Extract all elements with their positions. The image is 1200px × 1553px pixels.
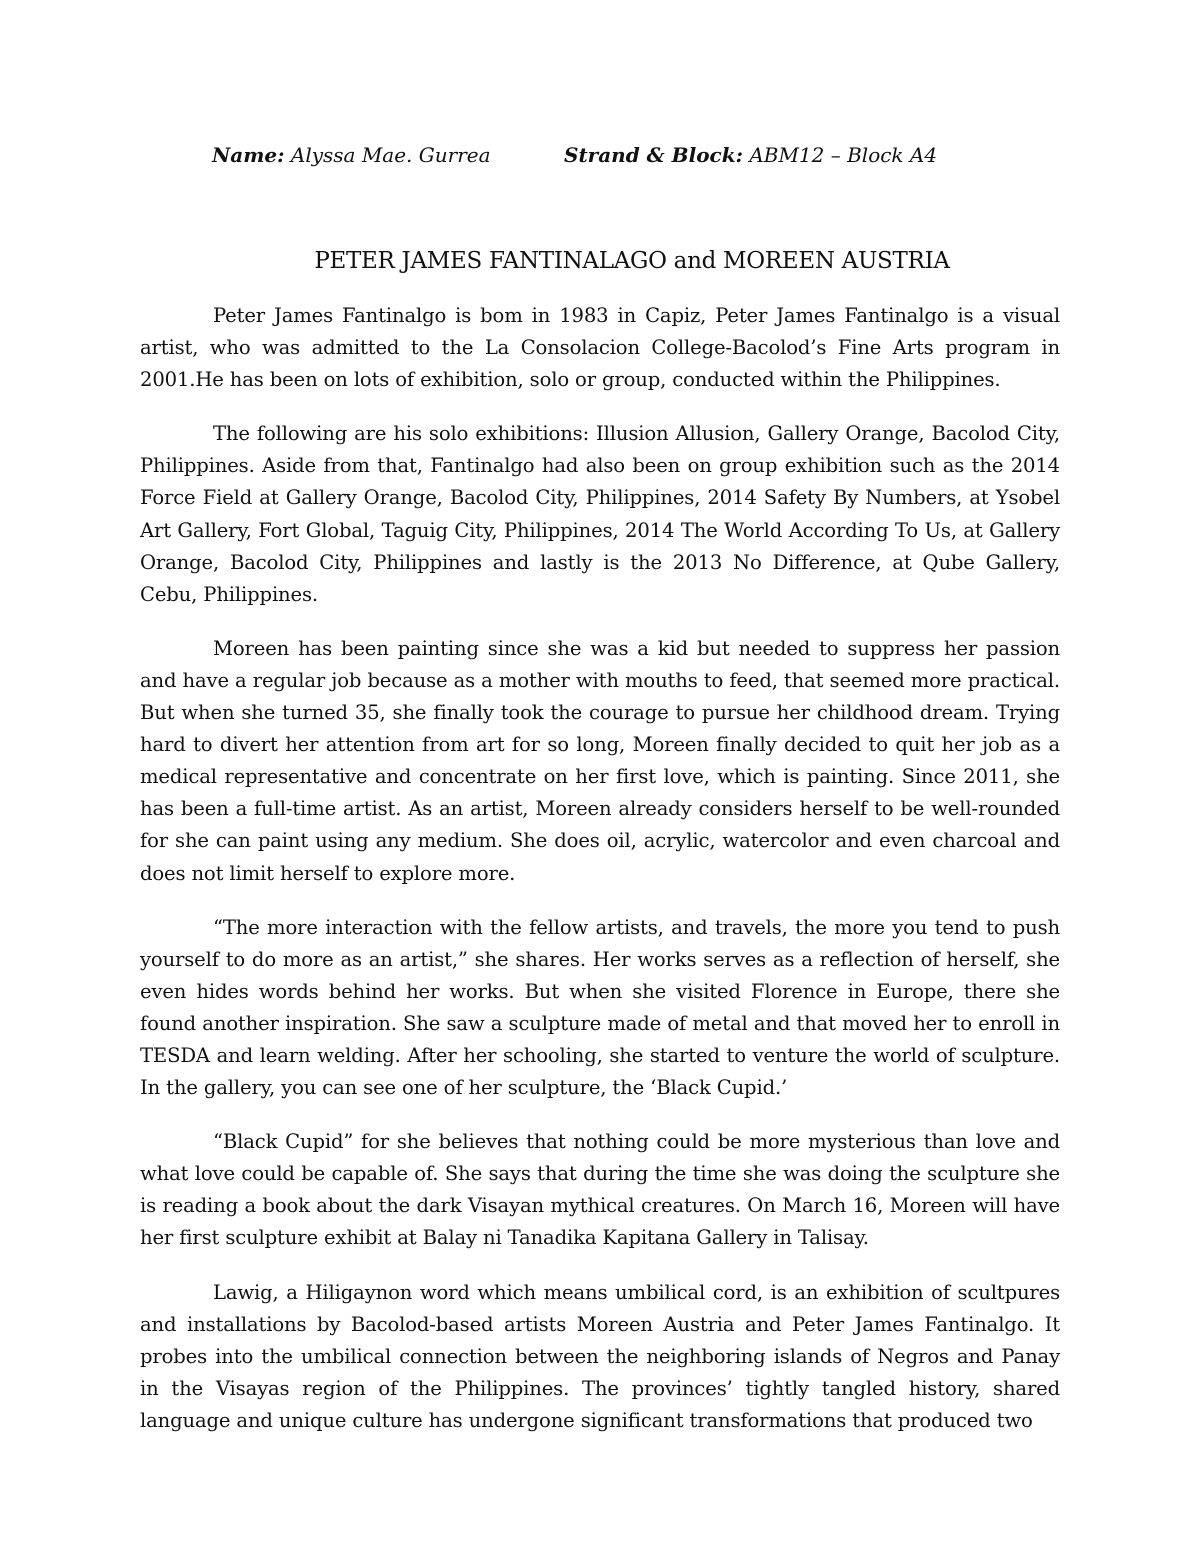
paragraph-black-cupid: “Black Cupid” for she believes that nothing could be more mysterious than love and what love could be capable of. She says that during the time she was doing the sculpture she is reading a book about the dark Visayan mythical creatures. On March 16, Moreen will have her first sculpture exhibit at Balay ni Tanadika Kapitana Gallery in Talisay. [140, 1130, 1060, 1250]
paragraph-moreen-quote: “The more interaction with the fellow artists, and travels, the more you tend to push yourself to do more as an artist,” she shares. Her works serves as a reflection of herself, she even hides words behind her works. But when she visited Florence in Europe, there she found another inspiration. She saw a sculpture made of metal and that moved her to enroll in TESDA and learn welding. After her schooling, she started to venture the world of sculpture. In the gallery, you can see one of her sculpture, the ‘Black Cupid.’ [140, 915, 1060, 1100]
paragraph-moreen-bio: Moreen has been painting since she was a kid but needed to suppress her passion and have a regular job because as a mother with mouths to feed, that seemed more practical. But when she turned 35, she finally took the courage to pursue her childhood dream. Trying hard to divert her attention from art for so long, Moreen finally decided to quit her job as a medical representative and concentrate on her first love, which is painting. Since 2011, she has been a full-time artist. As an artist, Moreen already considers herself to be well-rounded for she can paint using any medium. She does oil, acrylic, watercolor and even charcoal and does not limit herself to explore more. [140, 636, 1060, 885]
strand-block-value: ABM12 – Block A4 [749, 143, 938, 167]
paragraph-fantinalgo-exhibitions: The following are his solo exhibitions: Illusion Allusion, Gallery Orange, Bacolod City, Philippines. Aside from that, Fantinalgo had also been on group exhibition such as the 2014 Force Field at Gallery Orange, Bacolod City, Philippines, 2014 Safety By Numbers, at Ysobel Art Gallery, Fort Global, Taguig City, Philippines, 2014 The World According To Us, at Gallery Orange, Bacolod City, Philippines and lastly is the 2013 No Difference, at Qube Gallery, Cebu, Philippines. [140, 422, 1060, 606]
strand-block-label: Strand & Block: [564, 143, 743, 167]
paragraph-fantinalgo-bio: Peter James Fantinalgo is bom in 1983 in Capiz, Peter James Fantinalgo is a visual artist, who was admitted to the La Consolacion College-Bacolod’s Fine Arts program in 2001.He has been on lots of exhibition, solo or group, conducted within the Philippines. [140, 304, 1060, 392]
name-field [212, 143, 491, 167]
document-body [140, 300, 1060, 1459]
name-label: Name: [212, 143, 285, 167]
name-value: Alyssa Mae. Gurrea [290, 143, 491, 167]
document-title: PETER JAMES FANTINALAGO and MOREEN AUSTRIA [314, 248, 950, 274]
strand-block-field [564, 143, 937, 167]
paragraph-lawig: Lawig, a Hiligaynon word which means umbilical cord, is an exhibition of scultpures and installations by Bacolod-based artists Moreen Austria and Peter James Fantinalgo. It probes into the umbilical connection between the neighboring islands of Negros and Panay in the Visayas region of the Philippines. The provinces’ tightly tangled history, shared language and unique culture has undergone significant transformations that produced two [140, 1280, 1060, 1432]
